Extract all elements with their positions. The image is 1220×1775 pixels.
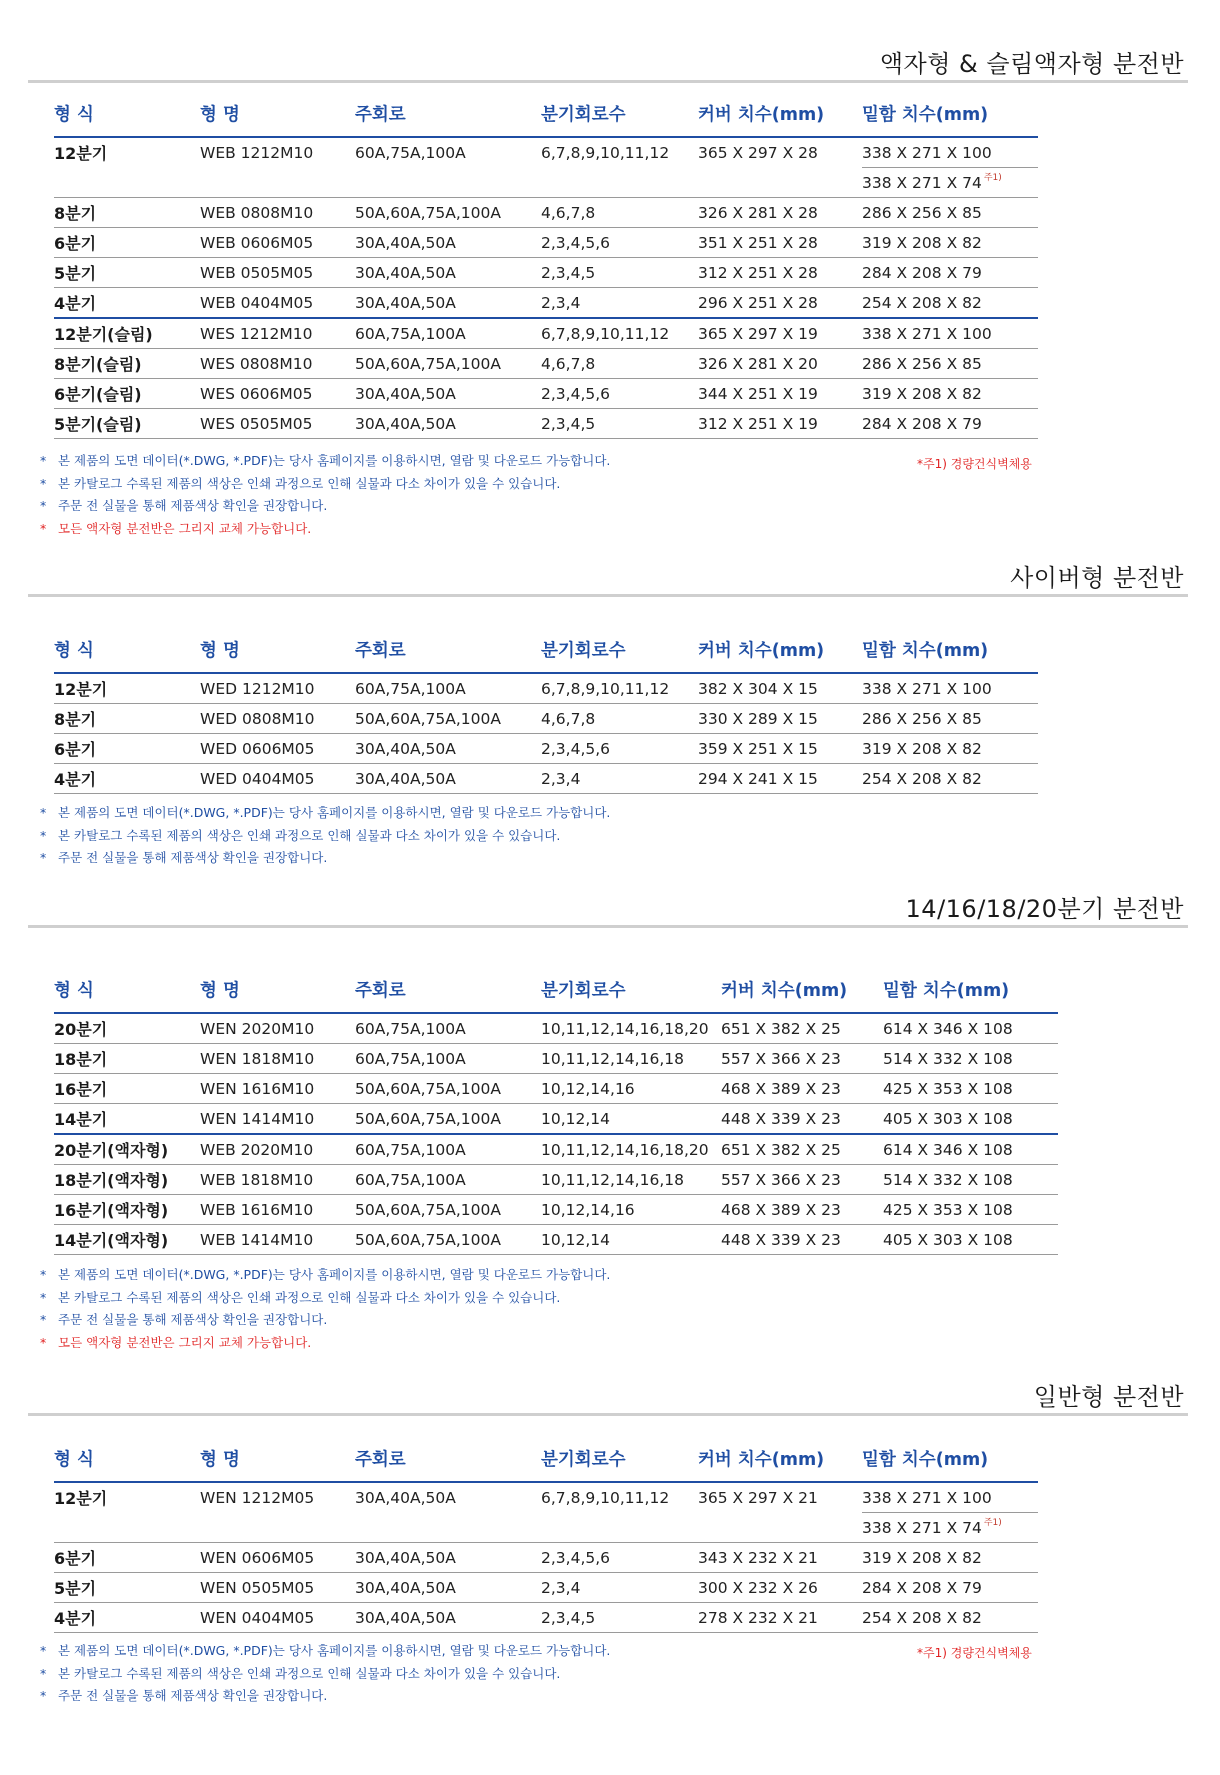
cell-model: WEN 1414M10: [200, 1104, 355, 1135]
header-model: 형 명: [200, 1435, 355, 1482]
header-branch-count: 분기회로수: [541, 1435, 698, 1482]
cell-cover-size: 359 X 251 X 15: [698, 734, 862, 764]
cell-type: 4분기: [54, 1603, 200, 1633]
note-bullet: *: [40, 1688, 47, 1703]
cell-branch-count: 10,12,14,16: [541, 1074, 721, 1104]
cell-model: WEB 1212M10: [200, 143, 314, 162]
header-box-size: 밑함 치수(mm): [862, 90, 1038, 137]
cell-type: 5분기: [54, 258, 200, 288]
cell-box-size: 284 X 208 X 79: [862, 1573, 1038, 1603]
cell-main-circuit: 30A,40A,50A: [355, 288, 541, 319]
spec-table: [54, 90, 1038, 439]
table-row: [54, 168, 1038, 198]
cell-cover-size: 448 X 339 X 23: [721, 1104, 883, 1135]
cell-branch-count: 2,3,4,5,6: [541, 734, 698, 764]
spec-table: [54, 626, 1038, 794]
cell-model: [200, 1513, 355, 1543]
cell-model: WEN 2020M10: [200, 1013, 355, 1044]
table-header-row: [54, 1435, 1038, 1482]
cell-main-circuit: 50A,60A,75A,100A: [355, 198, 541, 228]
table-row: [54, 198, 1038, 228]
cell-type: 5분기(슬림): [54, 409, 200, 439]
box-size-text: 338 X 271 X 74: [862, 1518, 982, 1537]
cell-type: 8분기: [54, 198, 200, 228]
note-text: 모든 액자형 분전반은 그리지 교체 가능합니다.: [58, 1334, 312, 1350]
header-main-circuit: 주회로: [355, 1435, 541, 1482]
table-row: [54, 1573, 1038, 1603]
cell-branch-count: 2,3,4,5: [541, 409, 698, 439]
table-row: [54, 734, 1038, 764]
note-bullet: *: [40, 453, 47, 468]
note: [40, 1309, 610, 1332]
cell-model: WEN 1212M05: [200, 1488, 315, 1507]
footnote-mark: 주1): [983, 172, 1002, 183]
cell-box-size: 338 X 271 X 100: [862, 673, 1038, 704]
footnote-mark: 주1): [983, 1517, 1002, 1528]
note: [40, 1287, 610, 1310]
table-row: [54, 318, 1038, 349]
note-bullet: *: [40, 850, 47, 865]
cell-model: WED 1212M10: [200, 673, 355, 704]
cell-cover-size: 351 X 251 X 28: [698, 228, 862, 258]
note: [40, 802, 610, 825]
note-bullet: *: [40, 1267, 47, 1282]
cell-type: [54, 1513, 200, 1543]
cell-type: 6분기(슬림): [54, 379, 200, 409]
note-text: 주문 전 실물을 통해 제품색상 확인을 권장합니다.: [58, 1312, 328, 1327]
cell-branch-count: [541, 1513, 698, 1543]
cell-type: 14분기(액자형): [54, 1225, 200, 1255]
cell-branch-count: 2,3,4: [541, 764, 698, 794]
notes: [40, 802, 610, 870]
cell-model: WED 0404M05: [200, 764, 355, 794]
cell-cover-size: 278 X 232 X 21: [698, 1603, 862, 1633]
cell-box-size: 338 X 271 X 100: [862, 137, 1038, 168]
cell-main-circuit: 50A,60A,75A,100A: [355, 1225, 541, 1255]
cell-model: WEN 1818M10: [200, 1044, 355, 1074]
cell-main-circuit: 30A,40A,50A: [355, 1543, 541, 1573]
cell-branch-count: 10,12,14: [541, 1225, 721, 1255]
note-bullet: *: [40, 827, 47, 843]
cell-type: 16분기: [54, 1074, 200, 1104]
header-cover-size: 커버 치수(mm): [698, 626, 862, 673]
cell-cover-size: 468 X 389 X 23: [721, 1195, 883, 1225]
header-main-circuit: 주회로: [355, 626, 541, 673]
note-text: 본 카탈로그 수록된 제품의 색상은 인쇄 과정으로 인해 실물과 다소 차이가 있을 수 있습니다.: [58, 475, 561, 491]
note: [40, 495, 610, 518]
table-row: [54, 379, 1038, 409]
cell-main-circuit: [355, 1513, 541, 1543]
cell-cover-size: 300 X 232 X 26: [698, 1573, 862, 1603]
note-text: 본 제품의 도면 데이터(*.DWG, *.PDF)는 당사 홈페이지를 이용하시면, 열람 및 다운로드 가능합니다.: [58, 1267, 611, 1282]
section-title: 액자형 & 슬림액자형 분전반: [879, 50, 1184, 78]
cell-main-circuit: 50A,60A,75A,100A: [355, 1195, 541, 1225]
cell-model: WEB 2020M10: [200, 1134, 355, 1165]
cell-box-size: 254 X 208 X 82: [862, 764, 1038, 794]
cell-main-circuit: 30A,40A,50A: [355, 409, 541, 439]
cell-box-size: 319 X 208 X 82: [862, 379, 1038, 409]
cell-branch-count: 2,3,4,5: [541, 1603, 698, 1633]
note: [40, 1640, 610, 1663]
cell-branch-count: 2,3,4,5: [541, 258, 698, 288]
table-row: [54, 673, 1038, 704]
cell-model: WES 0808M10: [200, 349, 355, 379]
cell-type: 14분기: [54, 1104, 200, 1135]
note: [40, 518, 610, 541]
cell-type: 12분기: [54, 1489, 108, 1509]
cell-cover-size: 294 X 241 X 15: [698, 764, 862, 794]
note-bullet: *: [40, 805, 47, 820]
header-cover-size: 커버 치수(mm): [698, 90, 862, 137]
header-type: 형 식: [54, 626, 200, 673]
table-row: [54, 704, 1038, 734]
cell-type: 18분기(액자형): [54, 1165, 200, 1195]
note: [40, 1332, 610, 1355]
table-row: [54, 258, 1038, 288]
cell-model: WEB 0404M05: [200, 288, 355, 319]
cell-main-circuit: [355, 168, 541, 198]
cell-cover-size: [698, 1513, 862, 1543]
table-row: [54, 409, 1038, 439]
cell-main-circuit: 30A,40A,50A: [355, 734, 541, 764]
cell-box-size: 254 X 208 X 82: [862, 1603, 1038, 1633]
cell-box-size: 425 X 353 X 108: [883, 1195, 1058, 1225]
cell-cover-size: 343 X 232 X 21: [698, 1543, 862, 1573]
cell-branch-count: 10,11,12,14,16,18,20: [541, 1134, 721, 1165]
cell-cover-size: 312 X 251 X 28: [698, 258, 862, 288]
cell-cover-size: 557 X 366 X 23: [721, 1165, 883, 1195]
header-branch-count: 분기회로수: [541, 966, 721, 1013]
cell-main-circuit: 60A,75A,100A: [355, 318, 541, 349]
note-text: 주문 전 실물을 통해 제품색상 확인을 권장합니다.: [58, 850, 328, 865]
header-type: 형 식: [54, 966, 200, 1013]
header-main-circuit: 주회로: [355, 90, 541, 137]
cell-cover-size: 365 X 297 X 28: [698, 143, 818, 162]
cell-cover-size: 344 X 251 X 19: [698, 379, 862, 409]
cell-cover-size: 326 X 281 X 20: [698, 349, 862, 379]
cell-type: 6분기: [54, 228, 200, 258]
cell-main-circuit: 30A,40A,50A: [355, 258, 541, 288]
section-title: 14/16/18/20분기 분전반: [905, 895, 1184, 923]
table-row: [54, 1225, 1058, 1255]
cell-box-size: 338 X 271 X 100: [862, 318, 1038, 349]
table-row: [54, 1195, 1058, 1225]
notes: [40, 1640, 610, 1708]
cell-main-circuit: 30A,40A,50A: [355, 228, 541, 258]
cell-branch-count: 2,3,4: [541, 1573, 698, 1603]
cell-box-size: 614 X 346 X 108: [883, 1134, 1058, 1165]
section-divider: [28, 80, 1188, 83]
note-text: 주문 전 실물을 통해 제품색상 확인을 권장합니다.: [58, 1688, 328, 1703]
cell-cover-size: 296 X 251 X 28: [698, 288, 862, 319]
cell-cover-size: 365 X 297 X 21: [698, 1488, 818, 1507]
cell-box-size: 286 X 256 X 85: [862, 349, 1038, 379]
cell-model: [200, 168, 355, 198]
note-text: 주문 전 실물을 통해 제품색상 확인을 권장합니다.: [58, 498, 328, 513]
cell-model: WEN 0606M05: [200, 1543, 355, 1573]
cell-type: 8분기: [54, 704, 200, 734]
table-row: [54, 1165, 1058, 1195]
note-bullet: *: [40, 1312, 47, 1327]
cell-box-size: [862, 1513, 1038, 1543]
note-text: 모든 액자형 분전반은 그리지 교체 가능합니다.: [58, 520, 312, 536]
table-header-row: [54, 90, 1038, 137]
box-size-text: 338 X 271 X 74: [862, 173, 982, 192]
cell-box-size: 284 X 208 X 79: [862, 258, 1038, 288]
note-bullet: *: [40, 498, 47, 513]
cell-box-size: 614 X 346 X 108: [883, 1013, 1058, 1044]
header-cover-size: 커버 치수(mm): [698, 1435, 862, 1482]
cell-branch-count: 10,11,12,14,16,18: [541, 1165, 721, 1195]
header-box-size: 밑함 치수(mm): [883, 966, 1058, 1013]
note-text: 본 제품의 도면 데이터(*.DWG, *.PDF)는 당사 홈페이지를 이용하시면, 열람 및 다운로드 가능합니다.: [58, 805, 611, 820]
cell-box-size: 405 X 303 X 108: [883, 1225, 1058, 1255]
table-row: [54, 228, 1038, 258]
cell-cover-size: 365 X 297 X 19: [698, 318, 862, 349]
table-row: [54, 1013, 1058, 1044]
cell-box-size: 319 X 208 X 82: [862, 1543, 1038, 1573]
cell-branch-count: 4,6,7,8: [541, 704, 698, 734]
cell-branch-count: 6,7,8,9,10,11,12: [541, 143, 670, 162]
cell-branch-count: [541, 168, 698, 198]
cell-branch-count: 4,6,7,8: [541, 349, 698, 379]
table-row: [54, 1482, 1038, 1513]
cell-main-circuit: 60A,75A,100A: [355, 143, 466, 162]
cell-main-circuit: 30A,40A,50A: [355, 1603, 541, 1633]
table-row: [54, 1603, 1038, 1633]
cell-type: 6분기: [54, 1543, 200, 1573]
section-divider: [28, 1413, 1188, 1416]
notes: [40, 450, 610, 540]
cell-model: WES 0505M05: [200, 409, 355, 439]
table-row: [54, 137, 1038, 168]
cell-model: WEB 1414M10: [200, 1225, 355, 1255]
cell-model: WEN 1616M10: [200, 1074, 355, 1104]
cell-main-circuit: 50A,60A,75A,100A: [355, 1104, 541, 1135]
cell-model: WEB 1818M10: [200, 1165, 355, 1195]
cell-branch-count: 2,3,4: [541, 288, 698, 319]
header-box-size: 밑함 치수(mm): [862, 626, 1038, 673]
cell-main-circuit: 30A,40A,50A: [355, 764, 541, 794]
cell-type: 20분기: [54, 1013, 200, 1044]
cell-main-circuit: 60A,75A,100A: [355, 1044, 541, 1074]
cell-branch-count: 2,3,4,5,6: [541, 379, 698, 409]
cell-box-size: 514 X 332 X 108: [883, 1165, 1058, 1195]
cell-cover-size: 330 X 289 X 15: [698, 704, 862, 734]
header-model: 형 명: [200, 966, 355, 1013]
header-branch-count: 분기회로수: [541, 90, 698, 137]
cell-cover-size: 651 X 382 X 25: [721, 1134, 883, 1165]
note: [40, 847, 610, 870]
cell-type: 8분기(슬림): [54, 349, 200, 379]
note-text: 본 제품의 도면 데이터(*.DWG, *.PDF)는 당사 홈페이지를 이용하시면, 열람 및 다운로드 가능합니다.: [58, 453, 611, 468]
cell-type: 5분기: [54, 1573, 200, 1603]
cell-type: 16분기(액자형): [54, 1195, 200, 1225]
cell-model: WEB 0808M10: [200, 198, 355, 228]
cell-box-size: 514 X 332 X 108: [883, 1044, 1058, 1074]
note-bullet: *: [40, 1289, 47, 1305]
header-main-circuit: 주회로: [355, 966, 541, 1013]
cell-type: 4분기: [54, 764, 200, 794]
table-row: [54, 288, 1038, 319]
cell-branch-count: 6,7,8,9,10,11,12: [541, 673, 698, 704]
footnote-note: *주1) 경량건식벽체용: [917, 457, 1032, 471]
cell-type: [54, 168, 200, 198]
cell-box-size: 286 X 256 X 85: [862, 704, 1038, 734]
note-bullet: *: [40, 1665, 47, 1681]
cell-branch-count: 4,6,7,8: [541, 198, 698, 228]
cell-branch-count: 6,7,8,9,10,11,12: [541, 318, 698, 349]
notes: [40, 1264, 610, 1354]
cell-box-size: 319 X 208 X 82: [862, 734, 1038, 764]
cell-branch-count: 6,7,8,9,10,11,12: [541, 1488, 670, 1507]
cell-model: WES 1212M10: [200, 318, 355, 349]
cell-main-circuit: 30A,40A,50A: [355, 379, 541, 409]
cell-model: WEN 0404M05: [200, 1603, 355, 1633]
cell-model: WEB 1616M10: [200, 1195, 355, 1225]
cell-cover-size: 468 X 389 X 23: [721, 1074, 883, 1104]
cell-main-circuit: 50A,60A,75A,100A: [355, 1074, 541, 1104]
cell-branch-count: 10,12,14: [541, 1104, 721, 1135]
section-title: 일반형 분전반: [1033, 1383, 1184, 1411]
table-row: [54, 349, 1038, 379]
note-bullet: *: [40, 1643, 47, 1658]
cell-box-size: 319 X 208 X 82: [862, 228, 1038, 258]
cell-box-size: 286 X 256 X 85: [862, 198, 1038, 228]
cell-branch-count: 2,3,4,5,6: [541, 228, 698, 258]
note-text: 본 제품의 도면 데이터(*.DWG, *.PDF)는 당사 홈페이지를 이용하시면, 열람 및 다운로드 가능합니다.: [58, 1643, 611, 1658]
cell-main-circuit: 60A,75A,100A: [355, 1013, 541, 1044]
header-branch-count: 분기회로수: [541, 626, 698, 673]
header-model: 형 명: [200, 90, 355, 137]
table-row: [54, 1104, 1058, 1135]
spec-table: [54, 966, 1058, 1255]
cell-box-size: 254 X 208 X 82: [862, 288, 1038, 319]
section-divider: [28, 594, 1188, 597]
section-divider: [28, 925, 1188, 928]
cell-type: 20분기(액자형): [54, 1134, 200, 1165]
cell-type: 12분기: [54, 673, 200, 704]
cell-box-size: 284 X 208 X 79: [862, 409, 1038, 439]
note-text: 본 카탈로그 수록된 제품의 색상은 인쇄 과정으로 인해 실물과 다소 차이가 있을 수 있습니다.: [58, 1665, 561, 1681]
cell-model: WEB 0606M05: [200, 228, 355, 258]
cell-main-circuit: 60A,75A,100A: [355, 673, 541, 704]
cell-main-circuit: 50A,60A,75A,100A: [355, 704, 541, 734]
table-row: [54, 1074, 1058, 1104]
cell-cover-size: 557 X 366 X 23: [721, 1044, 883, 1074]
cell-box-size: 338 X 271 X 100: [862, 1482, 1038, 1513]
header-model: 형 명: [200, 626, 355, 673]
cell-branch-count: 2,3,4,5,6: [541, 1543, 698, 1573]
cell-type: 18분기: [54, 1044, 200, 1074]
cell-branch-count: 10,11,12,14,16,18,20: [541, 1013, 721, 1044]
cell-box-size: 425 X 353 X 108: [883, 1074, 1058, 1104]
table-row: [54, 1044, 1058, 1074]
cell-model: WED 0808M10: [200, 704, 355, 734]
cell-type: 4분기: [54, 288, 200, 319]
note: [40, 450, 610, 473]
note: [40, 473, 610, 496]
header-cover-size: 커버 치수(mm): [721, 966, 883, 1013]
note-bullet: *: [40, 1334, 47, 1350]
cell-type: 12분기: [54, 144, 108, 164]
cell-cover-size: [698, 168, 862, 198]
table-row: [54, 764, 1038, 794]
cell-cover-size: 448 X 339 X 23: [721, 1225, 883, 1255]
cell-type: 12분기(슬림): [54, 318, 200, 349]
section-title: 사이버형 분전반: [1010, 564, 1184, 592]
cell-cover-size: 312 X 251 X 19: [698, 409, 862, 439]
table-row: [54, 1513, 1038, 1543]
table-row: [54, 1543, 1038, 1573]
header-box-size: 밑함 치수(mm): [862, 1435, 1038, 1482]
cell-model: WES 0606M05: [200, 379, 355, 409]
cell-main-circuit: 60A,75A,100A: [355, 1165, 541, 1195]
table-header-row: [54, 626, 1038, 673]
cell-main-circuit: 30A,40A,50A: [355, 1488, 456, 1507]
cell-cover-size: 382 X 304 X 15: [698, 673, 862, 704]
header-type: 형 식: [54, 90, 200, 137]
footnote-note: *주1) 경량건식벽체용: [917, 1646, 1032, 1660]
cell-model: WED 0606M05: [200, 734, 355, 764]
cell-model: WEB 0505M05: [200, 258, 355, 288]
table-header-row: [54, 966, 1058, 1013]
cell-branch-count: 10,12,14,16: [541, 1195, 721, 1225]
note: [40, 825, 610, 848]
cell-cover-size: 326 X 281 X 28: [698, 198, 862, 228]
cell-main-circuit: 50A,60A,75A,100A: [355, 349, 541, 379]
note-text: 본 카탈로그 수록된 제품의 색상은 인쇄 과정으로 인해 실물과 다소 차이가 있을 수 있습니다.: [58, 1289, 561, 1305]
note-text: 본 카탈로그 수록된 제품의 색상은 인쇄 과정으로 인해 실물과 다소 차이가 있을 수 있습니다.: [58, 827, 561, 843]
cell-cover-size: 651 X 382 X 25: [721, 1013, 883, 1044]
cell-main-circuit: 60A,75A,100A: [355, 1134, 541, 1165]
cell-model: WEN 0505M05: [200, 1573, 355, 1603]
note: [40, 1663, 610, 1686]
header-type: 형 식: [54, 1435, 200, 1482]
note-bullet: *: [40, 520, 47, 536]
cell-type: 6분기: [54, 734, 200, 764]
note: [40, 1264, 610, 1287]
cell-box-size: [862, 168, 1038, 198]
spec-table: [54, 1435, 1038, 1633]
table-row: [54, 1134, 1058, 1165]
note: [40, 1685, 610, 1708]
cell-branch-count: 10,11,12,14,16,18: [541, 1044, 721, 1074]
cell-main-circuit: 30A,40A,50A: [355, 1573, 541, 1603]
cell-box-size: 405 X 303 X 108: [883, 1104, 1058, 1135]
note-bullet: *: [40, 475, 47, 491]
